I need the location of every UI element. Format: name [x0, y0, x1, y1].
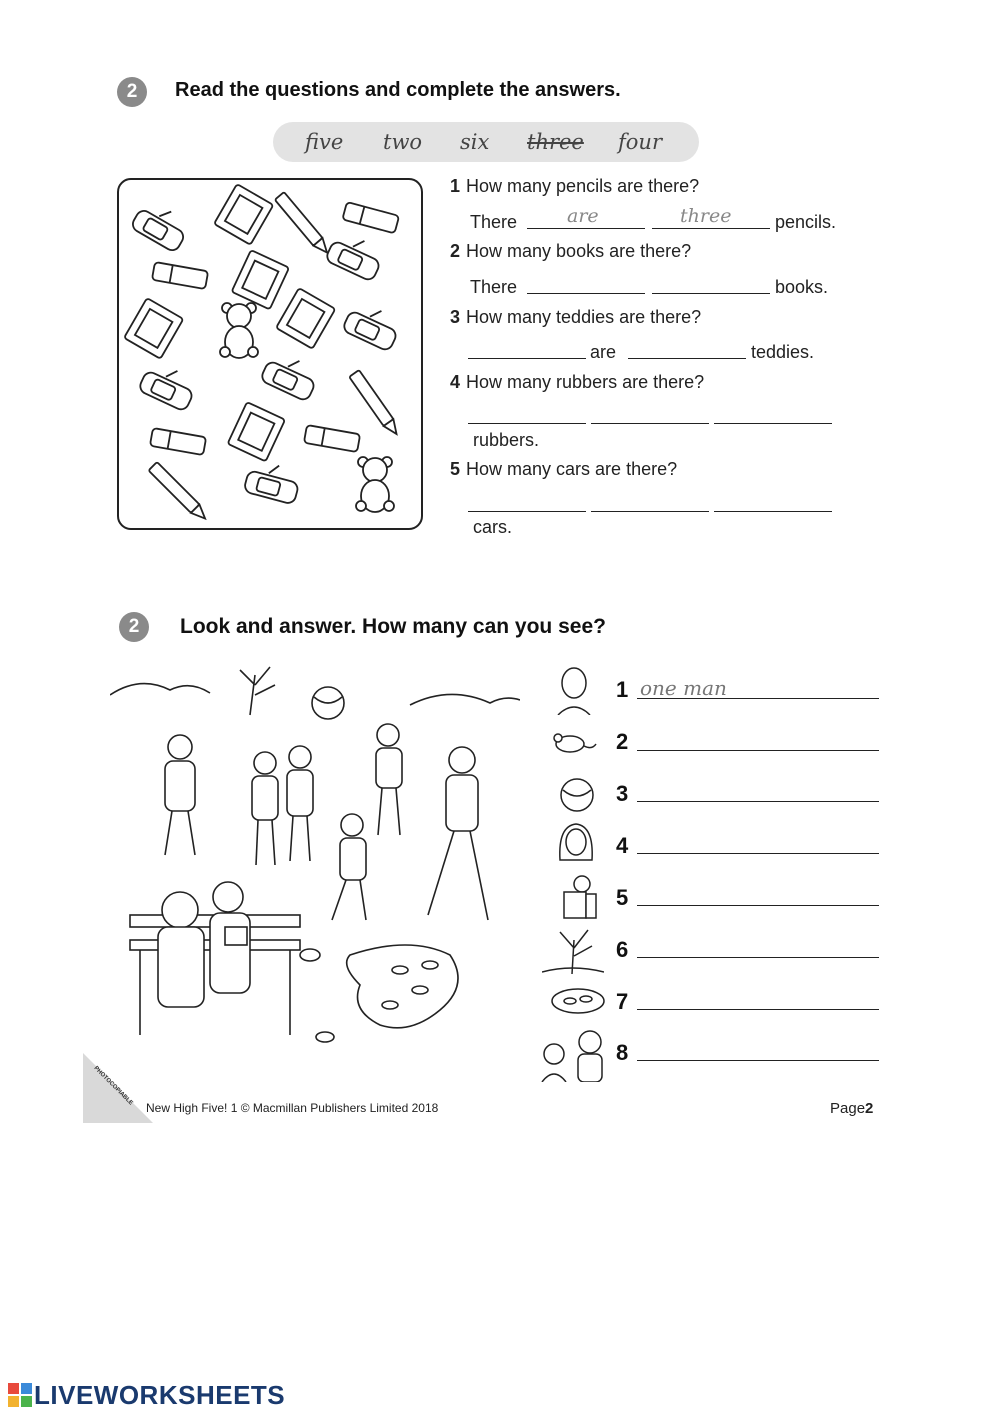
- book-icon: [228, 402, 286, 461]
- word-bank-item: five: [305, 130, 344, 154]
- answer-4-suffix: rubbers.: [473, 430, 540, 450]
- pencil-icon: [275, 192, 332, 256]
- item-number: 2: [616, 729, 629, 754]
- item-number: 8: [616, 1040, 629, 1065]
- exercise-heading: Look and answer. How many can you see?: [180, 615, 606, 638]
- car-icon: [130, 198, 192, 253]
- item-6-blank[interactable]: [637, 957, 879, 958]
- answer-2-suffix: books.: [775, 277, 829, 297]
- answer-1-prefix: There: [470, 212, 518, 232]
- rubber-icon: [150, 428, 206, 455]
- fish-icon: [550, 983, 606, 1017]
- woman-face-icon: [554, 820, 598, 872]
- car-icon: [342, 299, 403, 352]
- item-8-blank[interactable]: [637, 1060, 879, 1061]
- answer-1-suffix: pencils.: [775, 212, 837, 232]
- pencil-icon: [349, 370, 401, 438]
- photocopiable-corner: [83, 1053, 153, 1123]
- word-bank: [273, 122, 699, 162]
- answer-1-filled-a: are: [567, 205, 599, 227]
- item-number: 1: [616, 677, 629, 702]
- item-1-answer: one man: [640, 676, 727, 700]
- book-icon: [214, 184, 273, 245]
- car-icon: [325, 229, 386, 282]
- logo-icon: [8, 1383, 32, 1407]
- tree-icon: [542, 926, 604, 976]
- answer-1-blank-b[interactable]: [652, 228, 770, 229]
- word-bank-item: two: [383, 130, 423, 154]
- answer-3-blank-b[interactable]: [628, 358, 746, 359]
- objects-illustration: [119, 180, 421, 528]
- book-icon: [276, 288, 335, 349]
- liveworksheets-logo[interactable]: LIVEWORKSHEETS: [8, 1380, 285, 1411]
- answer-5-blank-a[interactable]: [468, 511, 586, 512]
- children-icon: [540, 1026, 610, 1082]
- rubber-icon: [304, 425, 360, 452]
- page-number: Page2: [830, 1100, 874, 1117]
- answer-1-blank-a[interactable]: [527, 228, 645, 229]
- item-1-blank[interactable]: [637, 698, 879, 699]
- answer-3-blank-a[interactable]: [468, 358, 586, 359]
- mouse-icon: [548, 728, 598, 758]
- answer-3-suffix: teddies.: [751, 342, 815, 362]
- question-5: 5 How many cars are there?: [450, 459, 678, 479]
- exercise-badge: 2: [119, 612, 149, 642]
- word-bank-item-crossed: three: [527, 130, 584, 154]
- rubber-icon: [152, 262, 208, 289]
- answer-2-blank-a[interactable]: [527, 293, 645, 294]
- answer-2-prefix: There: [470, 277, 518, 297]
- park-illustration: [110, 665, 520, 1065]
- photocopiable-label: PHOTOCOPIABLE: [92, 1065, 134, 1107]
- man-face-icon: [552, 663, 596, 715]
- book-reader-icon: [556, 874, 600, 922]
- item-number: 3: [616, 781, 629, 806]
- copyright-text: New High Five! 1 © Macmillan Publishers Limited 2018: [146, 1101, 439, 1115]
- answer-2-blank-b[interactable]: [652, 293, 770, 294]
- question-4: 4 How many rubbers are there?: [450, 372, 705, 392]
- car-icon: [138, 359, 199, 412]
- answer-4-blank-c[interactable]: [714, 423, 832, 424]
- car-icon: [260, 349, 321, 402]
- answer-4-blank-b[interactable]: [591, 423, 709, 424]
- book-icon: [232, 250, 290, 309]
- pencil-icon: [149, 462, 210, 523]
- objects-picture: [117, 178, 423, 530]
- car-icon: [243, 458, 302, 504]
- answer-3-middle: are: [590, 342, 617, 362]
- item-5-blank[interactable]: [637, 905, 879, 906]
- question-3: 3 How many teddies are there?: [450, 307, 702, 327]
- answer-list: [540, 660, 885, 1090]
- rubber-icon: [342, 202, 399, 233]
- answer-1-filled-b: three: [680, 205, 732, 227]
- word-bank-item: four: [618, 130, 662, 154]
- answer-5-suffix: cars.: [473, 517, 513, 537]
- exercise-heading: Read the questions and complete the answers.: [175, 79, 621, 101]
- item-2-blank[interactable]: [637, 750, 879, 751]
- exercise-badge: 2: [117, 77, 147, 107]
- item-7-blank[interactable]: [637, 1009, 879, 1010]
- question-1: 1 How many pencils are there?: [450, 176, 700, 196]
- item-number: 4: [616, 833, 629, 858]
- item-number: 7: [616, 989, 629, 1014]
- book-icon: [124, 298, 183, 359]
- item-4-blank[interactable]: [637, 853, 879, 854]
- word-bank-item: six: [460, 130, 490, 154]
- answer-5-blank-c[interactable]: [714, 511, 832, 512]
- item-number: 5: [616, 885, 629, 910]
- item-3-blank[interactable]: [637, 801, 879, 802]
- answer-4-blank-a[interactable]: [468, 423, 586, 424]
- teddy-icon: [356, 457, 394, 512]
- teddy-icon: [220, 303, 258, 358]
- answer-5-blank-b[interactable]: [591, 511, 709, 512]
- question-2: 2 How many books are there?: [450, 241, 692, 261]
- park-scene-picture: [110, 665, 520, 1065]
- ball-icon: [558, 776, 596, 814]
- item-number: 6: [616, 937, 629, 962]
